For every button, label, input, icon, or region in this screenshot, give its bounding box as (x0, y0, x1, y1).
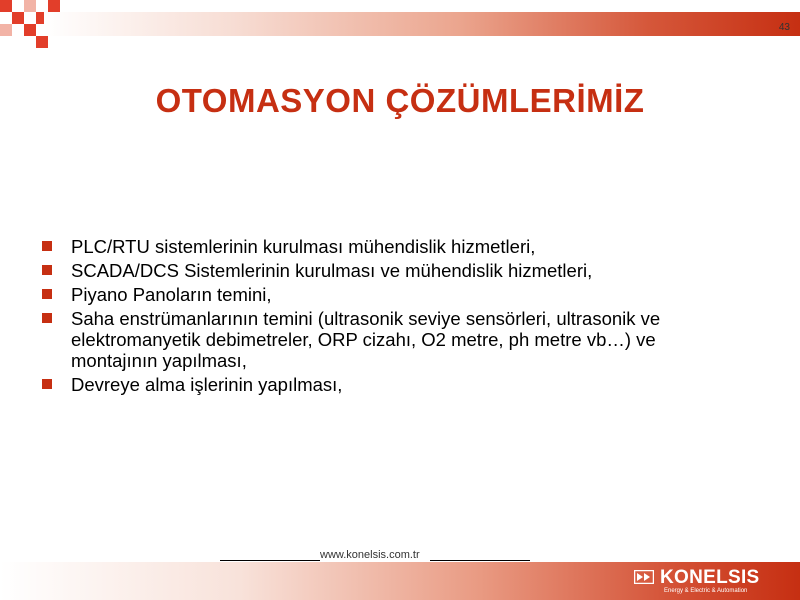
double-arrow-box-icon (634, 570, 654, 584)
bullet-text: Saha enstrümanlarının temini (ultrasonik seviye sensörleri, ultrasonik ve elektromanyetik debimetreler, ORP cizahı, O2 metre, ph metre vb…) ve montajının yapılması, (71, 308, 661, 371)
decor-square (0, 0, 12, 12)
list-item (40, 374, 740, 395)
decor-square (24, 24, 36, 36)
list-item (40, 260, 740, 281)
bullet-text: Devreye alma işlerinin yapılması, (71, 374, 343, 395)
bullet-list (40, 236, 740, 398)
logo-name: KONELSIS (660, 567, 760, 588)
footer-url-link[interactable]: www.konelsis.com.tr (320, 549, 420, 561)
decor-square (0, 24, 12, 36)
decor-square (36, 36, 48, 48)
square-bullet-icon (42, 379, 52, 389)
square-bullet-icon (42, 313, 52, 323)
list-item (40, 308, 740, 371)
list-item (40, 236, 740, 257)
header-gradient-bar (44, 12, 800, 36)
square-bullet-icon (42, 241, 52, 251)
bullet-text: SCADA/DCS Sistemlerinin kurulması ve mühendislik hizmetleri, (71, 260, 593, 281)
slide-title: OTOMASYON ÇÖZÜMLERİMİZ (155, 82, 645, 119)
footer-divider (430, 560, 530, 561)
list-item (40, 284, 740, 305)
logo-tagline: Energy & Electric & Automation (664, 588, 748, 594)
decor-square (12, 12, 24, 24)
company-logo (634, 567, 786, 597)
decor-square (48, 0, 60, 12)
bullet-text: PLC/RTU sistemlerinin kurulması mühendislik hizmetleri, (71, 236, 536, 257)
square-bullet-icon (42, 265, 52, 275)
square-bullet-icon (42, 289, 52, 299)
bullet-text: Piyano Panoların temini, (71, 284, 272, 305)
decor-square (24, 0, 36, 12)
footer-divider (220, 560, 320, 561)
slide-number: 43 (778, 22, 790, 33)
